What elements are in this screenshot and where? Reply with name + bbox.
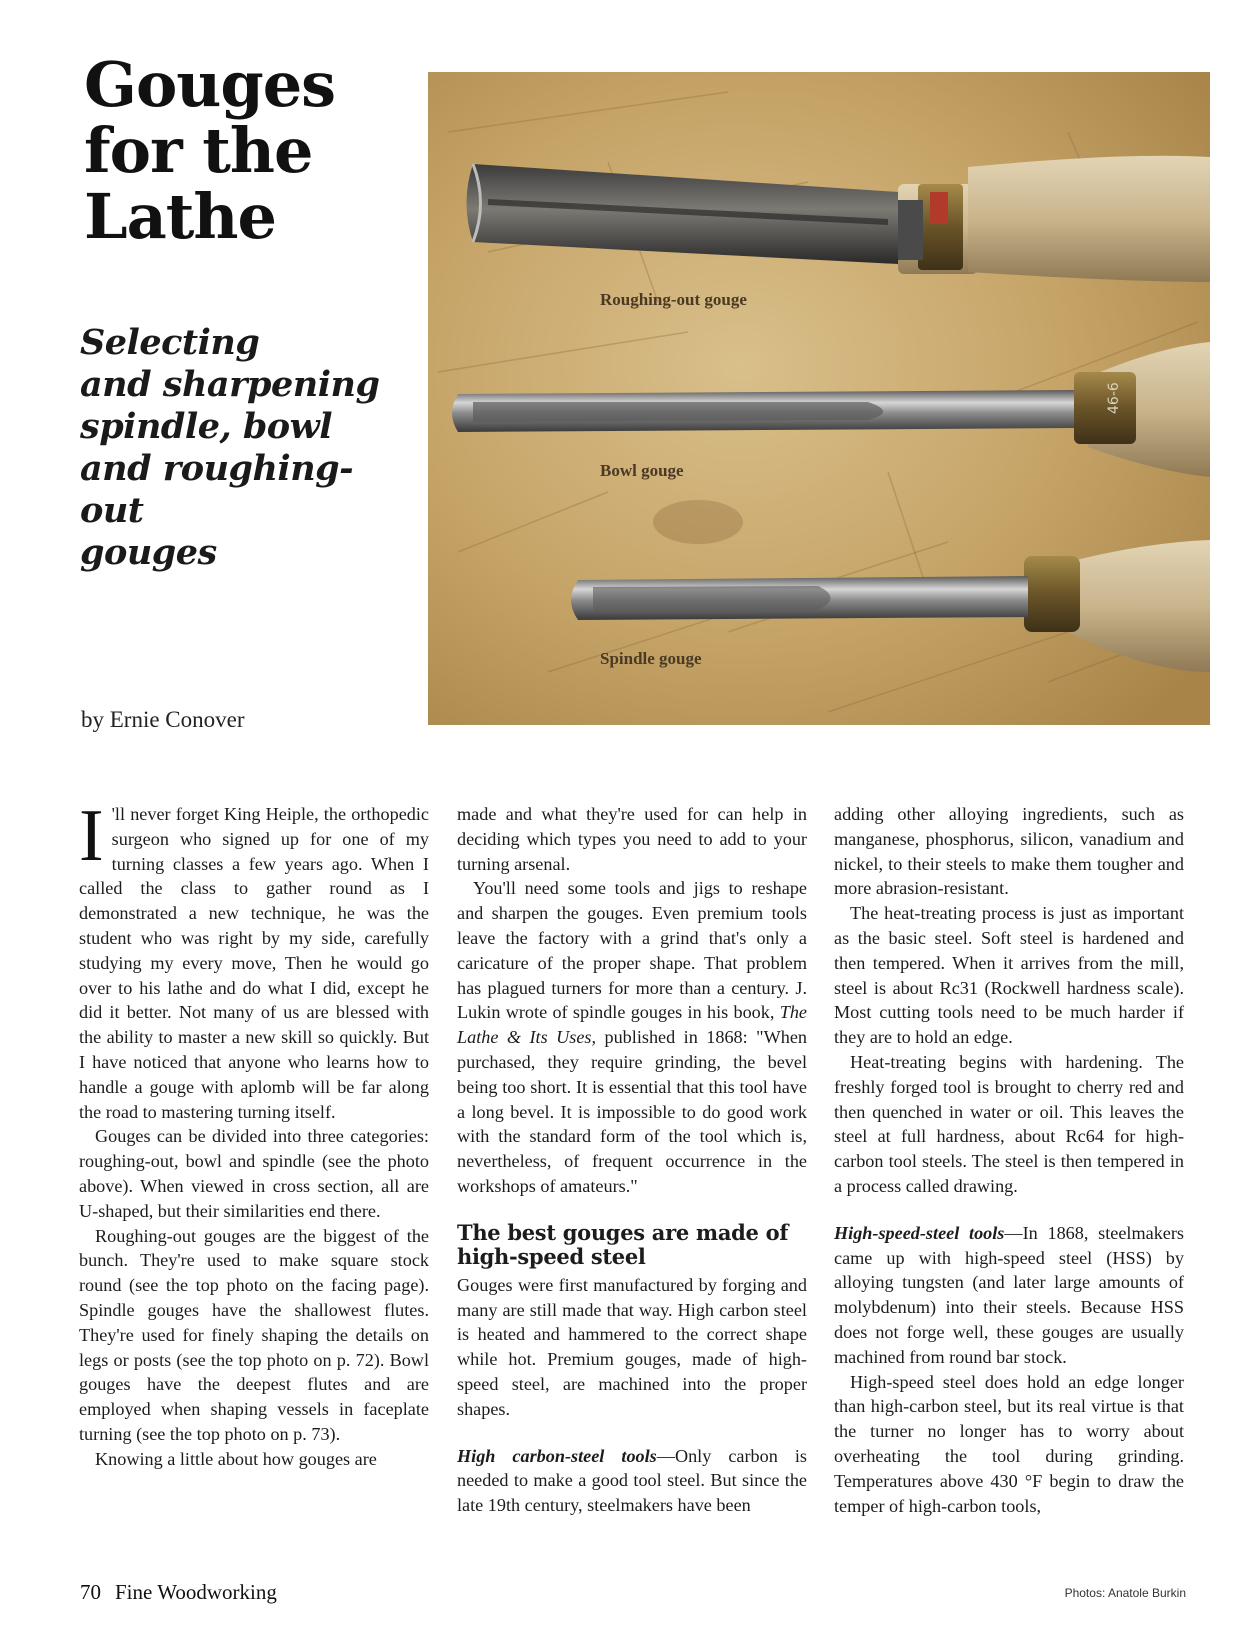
paragraph: Gouges can be divided into three categories: roughing-out, bowl and spindle (see the photo above). When viewed in cross section, all are U-shaped, but their similarities end there.	[79, 1126, 429, 1221]
page-number: 70	[80, 1580, 101, 1604]
run-in-heading: High-speed-steel tools	[834, 1222, 1005, 1243]
paragraph	[834, 1221, 1184, 1370]
paragraph: High-speed steel does hold an edge longer than high-carbon steel, but its real virtue is that the turner no longer has to worry about overheating the tool during grinding. Temperatures above 430 °F begin to draw the temper of high-carbon tools,	[834, 1371, 1184, 1516]
label-spindle: Spindle gouge	[600, 649, 702, 668]
label-bowl: Bowl gouge	[600, 461, 684, 480]
paragraph-text: published in 1868: "When purchased, they require grinding, the bevel being too short. It is essential that this tool have a long bevel. It is impossible to do good work with the standard form of the tool which is, nevertheless, of frequent occurrence in the workshops of amateurs."	[457, 1027, 807, 1196]
wood-stain	[653, 500, 743, 544]
paragraph-text: —Only carbon is needed to make a good tool steel. But since the late 19th century, steelmakers have been	[457, 1445, 807, 1516]
drop-cap: I	[79, 795, 104, 877]
run-in-heading: High carbon-steel tools	[457, 1445, 657, 1466]
paragraph: adding other alloying ingredients, such as manganese, phosphorus, silicon, vanadium and nickel, to their steels to make them tougher and more abrasion-resistant.	[834, 804, 1184, 899]
bowl-ferrule	[1074, 372, 1136, 444]
paragraph-text: —In 1868, steelmakers came up with high-speed steel (HSS) by alloying tungsten (and later large amounts of molybdenum) into their steels. Because HSS does not forge well, these gouges are usually machined from round bar stock.	[834, 1222, 1184, 1367]
paragraph	[457, 1444, 807, 1518]
gouges-photo-svg	[428, 72, 1210, 725]
spindle-ferrule	[1024, 556, 1080, 632]
gouges-photo	[428, 72, 1210, 725]
paragraph	[457, 876, 807, 1198]
label-roughing-out: Roughing-out gouge	[600, 290, 747, 309]
subtitle-line: gouges	[80, 532, 217, 573]
section-heading: The best gouges are made of high-speed steel	[457, 1219, 789, 1269]
paragraph-text: 'll never forget King Heiple, the orthopedic surgeon who signed up for one of my turning classes a few years ago. When I called the class to gather round as I demonstrated a new technique, he was the student who was right by my side, carefully studying my every move, Then he would go over to his lathe and do what I did, except he did it better. Not many of us are blessed with the ability to master a new skill so quickly. But I have noticed that anyone who learns how to handle a gouge with aplomb will be far along the road to mastering turning itself.	[79, 804, 429, 1122]
article-title	[84, 48, 414, 253]
subtitle-line: and sharpening	[80, 364, 380, 405]
subtitle-line: spindle, bowl	[80, 406, 333, 447]
title-line: Gouges	[84, 48, 336, 121]
byline: by Ernie Conover	[81, 707, 245, 732]
text-column-3	[834, 802, 1184, 1518]
paragraph-text: You'll need some tools and jigs to reshape and sharpen the gouges. Even premium tools leave the factory with a grind that's only a caricature of the proper shape. That problem has plagued turners for more than a century. J. Lukin wrote of spindle gouges in his book,	[457, 878, 807, 1023]
subtitle-line: Selecting	[80, 322, 260, 363]
title-line: Lathe	[84, 180, 276, 253]
roughing-ferrule-label	[930, 192, 948, 224]
photo-credit: Photos: Anatole Burkin	[1064, 1586, 1186, 1600]
paragraph: Roughing-out gouges are the biggest of the bunch. They're used to make square stock round (see the top photo on the facing page). Spindle gouges have the shallowest flutes. They're used for finely shaping the details on legs or posts (see the top photo on p. 72). Bowl gouges have the deepest flutes and are employed when shaping vessels in faceplate turning (see the top photo on p. 73).	[79, 1225, 429, 1444]
paragraph: made and what they're used for can help in deciding which types you need to add to your turning arsenal.	[457, 804, 807, 874]
text-column-1	[79, 795, 429, 1472]
paragraph: Gouges were first manufactured by forging and many are still made that way. High carbon steel is heated and hammered to the correct shape while hot. Premium gouges, made of high-speed steel, are machined into the proper shapes.	[457, 1274, 807, 1419]
title-line: for the	[84, 114, 313, 187]
magazine-name: Fine Woodworking	[115, 1580, 277, 1604]
text-column-2	[457, 802, 807, 1518]
paragraph: Heat-treating begins with hardening. The freshly forged tool is brought to cherry red and then quenched in water or oil. This leaves the steel at full hardness, about Rc64 for high-carbon tool steels. The steel is then tempered in a process called drawing.	[834, 1051, 1184, 1196]
subtitle-line: and roughing-out	[80, 448, 354, 531]
paragraph: The heat-treating process is just as important as the basic steel. Soft steel is hardened and then tempered. When it arrives from the mill, steel is about Rc31 (Rockwell hardness scale). Most cutting tools need to be much harder if they are to hold an edge.	[834, 903, 1184, 1048]
book-title: The Lathe & Its Uses,	[457, 1002, 807, 1048]
bowl-ferrule-mark: 46-6	[1106, 382, 1122, 414]
page-footer	[80, 1580, 277, 1605]
paragraph: Knowing a little about how gouges are	[95, 1448, 377, 1469]
article-subtitle	[80, 322, 410, 574]
paragraph	[79, 795, 429, 1124]
